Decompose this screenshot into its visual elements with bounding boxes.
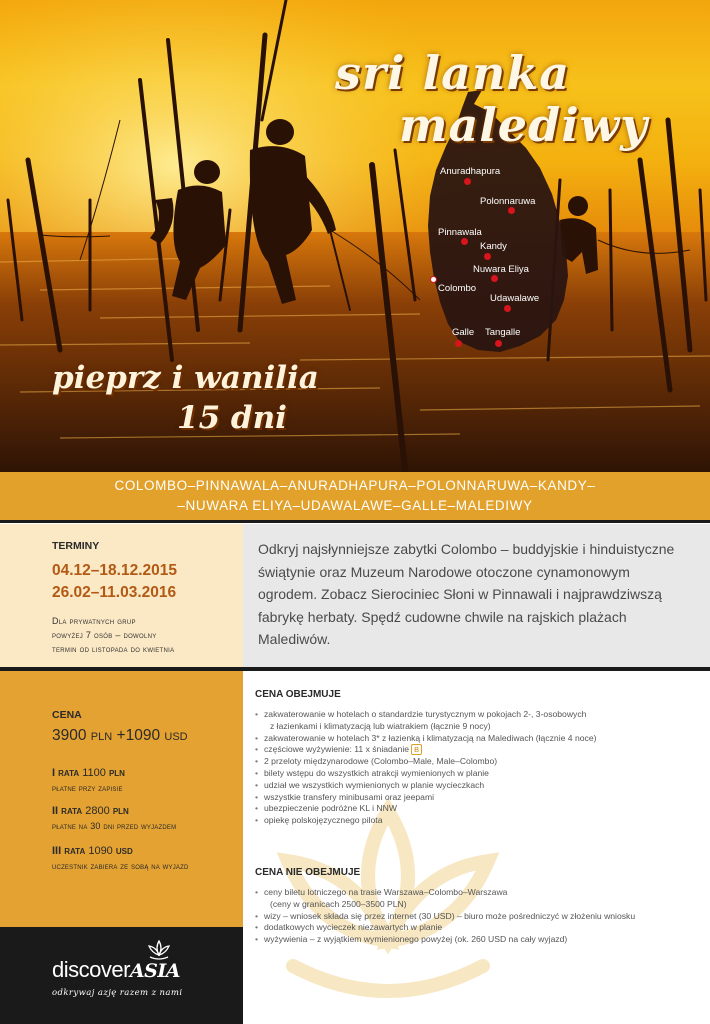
includes-title: CENA OBEJMUJE	[255, 689, 341, 700]
includes-item: • udział we wszystkich wymienionych w planie wycieczkach	[255, 780, 700, 792]
subtitle-pieprz-i-wanilia: pieprz i wanilia	[52, 360, 319, 396]
map-label-pinnawala: Pinnawala	[438, 227, 482, 238]
rata-3-label: III rata	[52, 845, 86, 857]
map-label-tangalle: Tangalle	[485, 327, 521, 338]
map-label-colombo: Colombo	[438, 283, 477, 294]
description-panel	[243, 524, 710, 667]
includes-item: • wszystkie transfery minibusami oraz jeepami	[255, 792, 700, 804]
breakfast-badge: B	[411, 744, 422, 755]
excludes-list	[255, 887, 700, 946]
map-label-kandy: Kandy	[480, 241, 507, 252]
brand-logo-panel	[0, 927, 243, 1024]
includes-item: • zakwaterowanie w hotelach o standardzie turystycznym w pokojach 2-, 3-osobowych	[255, 709, 700, 721]
subtitle-duration: 15 dni	[177, 400, 287, 436]
rata-1-currency: PLN	[108, 769, 125, 778]
map-label-galle: Galle	[452, 327, 475, 338]
terms-note-3: termin od listopada do kwietnia	[52, 644, 175, 654]
divider	[0, 520, 710, 523]
includes-item: • bilety wstępu do wszystkich atrakcji wymienionych w planie	[255, 768, 700, 780]
terms-note-2: powyżej 7 osób – dowolny	[52, 630, 157, 640]
map-dot-kandy	[484, 253, 491, 260]
map-dot-pinnawala	[461, 238, 468, 245]
map-dot-udawalawe	[504, 305, 511, 312]
title-sri-lanka: sri lanka	[334, 46, 570, 100]
includes-item: • opiekę polskojęzycznego pilota	[255, 815, 700, 827]
excludes-item: • dodatkowych wycieczek niezawartych w planie	[255, 922, 700, 934]
map-label-anuradhapura: Anuradhapura	[440, 166, 501, 177]
route-line-2: –NUWARA ELIYA–UDAWALAWE–GALLE–MALEDIWY	[177, 498, 533, 513]
hero-photo	[0, 0, 710, 472]
price-usd-currency: USD	[164, 731, 188, 743]
map-dot-anuradhapura	[464, 178, 471, 185]
route-band	[0, 472, 710, 520]
rata-2	[52, 805, 129, 817]
map-label-polonnaruwa: Polonnaruwa	[480, 196, 536, 207]
price-total	[52, 727, 188, 745]
price-pln-amount: 3900	[52, 727, 87, 744]
map-label-udawalawe: Udawalawe	[490, 293, 540, 304]
map-dot-nuwara-eliya	[491, 275, 498, 282]
rata-2-label: II rata	[52, 805, 83, 817]
map-dot-tangalle	[495, 340, 502, 347]
includes-item-continued: z łazienkami i klimatyzacją lub wiatrakiem (łącznie 9 nocy)	[270, 720, 491, 731]
rata-2-note: płatne na 30 dni przed wyjazdem	[52, 821, 177, 831]
excludes-item: • ceny biletu lotniczego na trasie Warszawa–Colombo–Warszawa	[255, 887, 700, 899]
price-usd-amount: 1090	[125, 727, 161, 744]
excludes-title: CENA NIE OBEJMUJE	[255, 867, 361, 878]
map-dot-galle	[455, 340, 462, 347]
includes-item	[255, 744, 700, 756]
terms-panel	[0, 524, 243, 667]
term-date-2: 26.02–11.03.2016	[52, 584, 177, 601]
rata-3-note: uczestnik zabiera ze sobą na wyjazd	[52, 861, 189, 871]
term-date-1: 04.12–18.12.2015	[52, 562, 177, 579]
title-malediwy: malediwy	[398, 98, 648, 152]
excludes-item: • wyżywienia – z wyjątkiem wymienionego powyżej (ok. 260 USD na cały wyjazd)	[255, 934, 700, 946]
includes-item: • 2 przeloty międzynarodowe (Colombo–Male, Male–Colombo)	[255, 756, 700, 768]
price-plus: +	[116, 727, 126, 744]
includes-panel	[243, 671, 710, 1024]
excludes-item: • wizy – wniosek składa się przez internet (30 USD) – biuro może pośredniczyć w złożeniu wniosku	[255, 911, 700, 923]
rata-3-currency: USD	[115, 847, 133, 856]
map-label-nuwara-eliya: Nuwara Eliya	[473, 264, 529, 275]
includes-item: • ubezpieczenie podróżne KL i NNW	[255, 803, 700, 815]
route-line-1: COLOMBO–PINNAWALA–ANURADHAPURA–POLONNARUWA–KANDY–	[114, 478, 596, 493]
rata-1-note: płatne przy zapisie	[52, 783, 123, 793]
brand-name-asia: ASIA	[129, 960, 181, 982]
price-label: CENA	[52, 709, 82, 721]
rata-2-value: 2800	[85, 805, 110, 817]
map-dot-polonnaruwa	[508, 207, 515, 214]
rata-1-label: I rata	[52, 767, 80, 779]
terms-note-1: Dla prywatnych grup	[52, 616, 136, 626]
rata-2-currency: PLN	[112, 807, 129, 816]
map-dot-colombo	[430, 276, 437, 283]
terms-title: TERMINY	[52, 540, 100, 552]
excludes-item-continued: (ceny w granicach 2500–3500 PLN)	[270, 898, 407, 909]
includes-list	[255, 709, 700, 827]
rata-3-value: 1090	[88, 845, 113, 857]
includes-item: • zakwaterowanie w hotelach 3* z łazienką i klimatyzacją na Malediwach (łącznie 4 noce)	[255, 733, 700, 745]
brand-logo	[52, 957, 180, 983]
rata-1	[52, 767, 125, 779]
rata-3	[52, 845, 133, 857]
rata-1-value: 1100	[82, 767, 106, 779]
brand-name-discover: discover	[52, 957, 130, 982]
includes-item-text: częściowe wyżywienie: 11 x śniadanie	[264, 744, 410, 755]
price-pln-currency: PLN	[90, 731, 113, 743]
price-panel	[0, 671, 243, 927]
description-text: Odkryj najsłynniejsze zabytki Colombo – buddyjskie i hinduistyczne świątynie oraz Muzeum Narodowe otoczone cynamonowym ogrodem. Zobacz Sierociniec Słoni w Pinnawali i najprawdziwszą fabrykę herbaty. Spędź cudowne chwile na rajskich plażach Malediwów.	[258, 541, 675, 647]
brand-tagline: odkrywaj azję razem z nami	[52, 988, 183, 998]
